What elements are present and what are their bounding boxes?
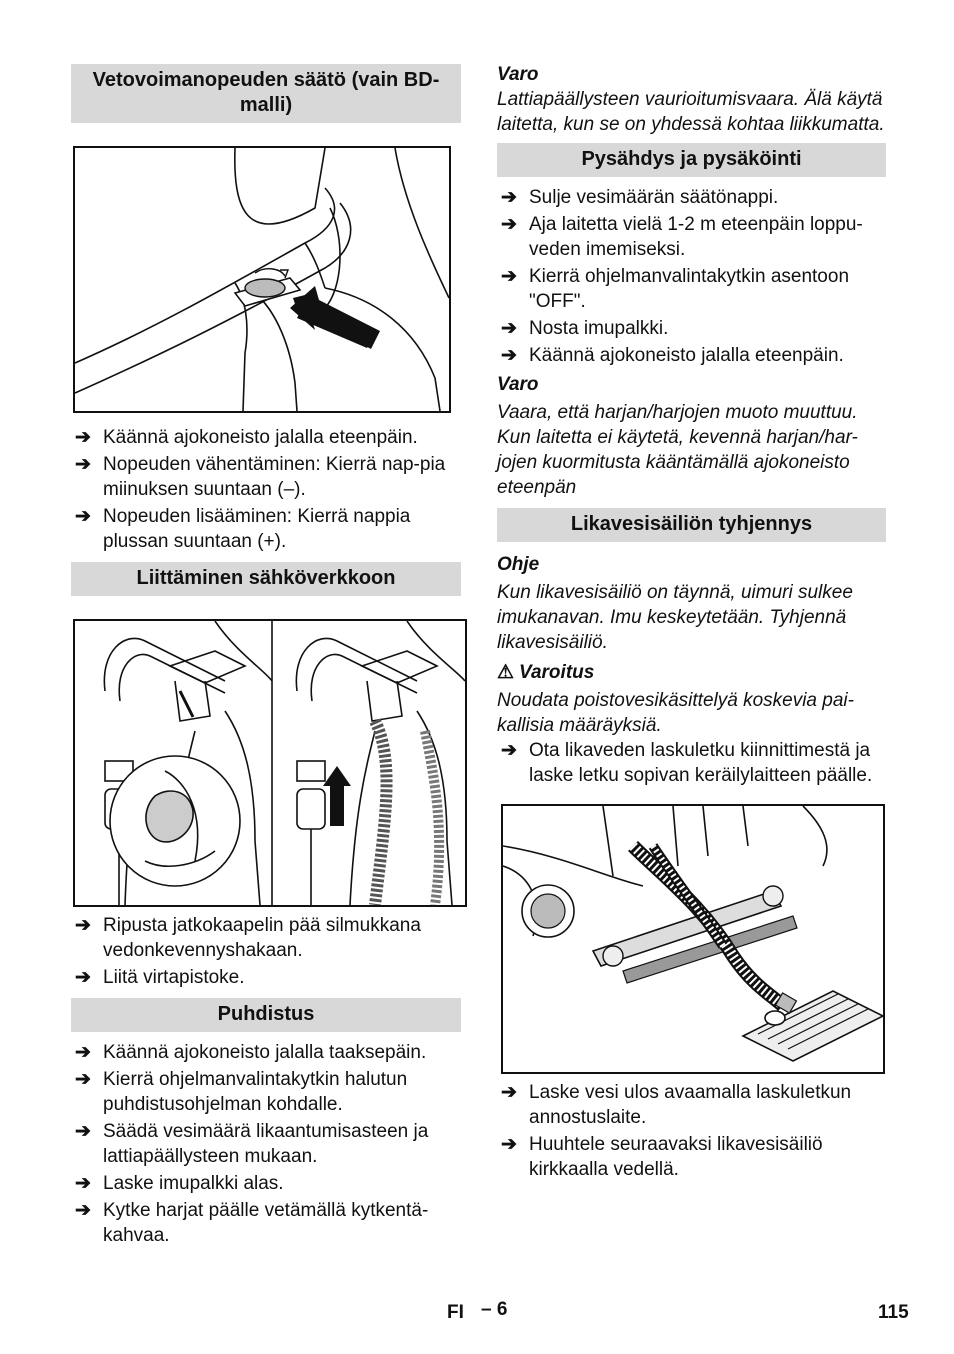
arrow-right-icon: ➔: [75, 427, 91, 448]
arrow-right-icon: ➔: [75, 454, 91, 475]
steps-stop-parking: [497, 185, 886, 368]
right-column: [497, 62, 886, 1184]
arrow-right-icon: ➔: [75, 967, 91, 988]
step-item: ➔ Aja laitetta vielä 1-2 m eteenpäin loppu-veden imemiseksi.: [501, 214, 863, 260]
step-item: ➔ Ota likaveden laskuletku kiinnittimestä ja laske letku sopivan keräilylaitteen päälle.: [501, 740, 873, 786]
step-item: ➔ Laske imupalkki alas.: [75, 1173, 284, 1194]
warning-text: Noudata poistovesikäsittelyä koskevia pai-kallisia määräyksiä.: [497, 690, 854, 736]
footer-language: FI: [447, 1302, 464, 1323]
arrow-right-icon: ➔: [501, 266, 517, 287]
arrow-right-icon: ➔: [501, 187, 517, 208]
step-item: ➔ Ripusta jatkokaapelin pää silmukkana vedonkevennyshakaan.: [75, 915, 421, 961]
steps-cleaning: [71, 1040, 461, 1248]
step-item: ➔ Kytke harjat päälle vetämällä kytkentä-kahvaa.: [75, 1200, 429, 1246]
arrow-right-icon: ➔: [501, 740, 517, 761]
arrow-right-icon: ➔: [75, 1200, 91, 1221]
steps-traction-speed: [71, 425, 461, 554]
arrow-right-icon: ➔: [75, 1069, 91, 1090]
step-item: ➔ Huuhtele seuraavaksi likavesisäiliö kirkkaalla vedellä.: [501, 1134, 823, 1180]
arrow-right-icon: ➔: [501, 214, 517, 235]
step-item: ➔ Käännä ajokoneisto jalalla eteenpäin.: [75, 427, 418, 448]
note-title-caution-brush: Varo: [497, 374, 539, 395]
note-title-caution: Varo: [497, 64, 539, 85]
arrow-right-icon: ➔: [501, 345, 517, 366]
figure-drain-hose: [501, 804, 885, 1074]
step-item: ➔ Käännä ajokoneisto jalalla taaksepäin.: [75, 1042, 427, 1063]
section-heading-cleaning: Puhdistus: [71, 998, 461, 1032]
cable-hook-illustration: [75, 621, 465, 905]
figure-speed-knob: [73, 146, 451, 413]
section-heading-dirty-water-emptying: Likavesisäiliön tyhjennys: [497, 508, 886, 542]
hint-text: Kun likavesisäiliö on täynnä, uimuri sulkee imukanavan. Imu keskeytetään. Tyhjennä likavesisäiliö.: [497, 582, 853, 653]
hint-title: Ohje: [497, 554, 540, 575]
arrow-right-icon: ➔: [75, 915, 91, 936]
step-item: ➔ Käännä ajokoneisto jalalla eteenpäin.: [501, 345, 844, 366]
warning-triangle-icon: ⚠: [497, 662, 515, 683]
step-item: ➔ Sulje vesimäärän säätönappi.: [501, 187, 779, 208]
note-text-floor-damage: Lattiapäällysteen vaurioitumisvaara. Älä käytä laitetta, kun se on yhdessä kohtaa liikkumatta.: [497, 89, 885, 135]
speed-knob-illustration: [75, 148, 449, 411]
section-heading-mains-connection: Liittäminen sähköverkkoon: [71, 562, 461, 596]
arrow-right-icon: ➔: [501, 318, 517, 339]
step-item: ➔ Liitä virtapistoke.: [75, 967, 245, 988]
step-item: ➔ Kierrä ohjelmanvalintakytkin halutun puhdistusohjelman kohdalle.: [75, 1069, 408, 1115]
arrow-right-icon: ➔: [75, 1121, 91, 1142]
figure-cable-hook: [73, 619, 467, 907]
section-heading-traction-speed: Vetovoimanopeuden säätö (vain BD-malli): [71, 64, 461, 123]
step-item: ➔ Säädä vesimäärä likaantumisasteen ja lattiapäällysteen mukaan.: [75, 1121, 429, 1167]
section-heading-stop-parking: Pysähdys ja pysäköinti: [497, 143, 886, 177]
left-column: [71, 64, 461, 1250]
steps-mains-connection: [71, 913, 461, 990]
steps-dirty-water-after: [497, 1080, 886, 1182]
step-item: ➔ Kierrä ohjelmanvalintakytkin asentoon "OFF".: [501, 266, 850, 312]
drain-hose-illustration: [503, 806, 883, 1072]
arrow-right-icon: ➔: [75, 506, 91, 527]
arrow-right-icon: ➔: [501, 1134, 517, 1155]
arrow-right-icon: ➔: [75, 1042, 91, 1063]
step-item: ➔ Nopeuden vähentäminen: Kierrä nap-pia miinuksen suuntaan (–).: [75, 454, 446, 500]
note-text-brush-deformation: Vaara, että harjan/harjojen muoto muuttuu. Kun laitetta ei käytetä, kevennä harjan/har-jojen kuormitusta kääntämällä ajokoneisto eteenpän: [497, 402, 858, 498]
step-item: ➔ Nopeuden lisääminen: Kierrä nappia plussan suuntaan (+).: [75, 506, 411, 552]
warning-title-row: ⚠ Varoitus: [497, 662, 595, 683]
footer-page-number: 115: [878, 1302, 909, 1323]
steps-dirty-water-before: [497, 738, 886, 788]
arrow-right-icon: ➔: [501, 1082, 517, 1103]
step-item: ➔ Laske vesi ulos avaamalla laskuletkun annostuslaite.: [501, 1082, 852, 1128]
arrow-right-icon: ➔: [75, 1173, 91, 1194]
step-item: ➔ Nosta imupalkki.: [501, 318, 669, 339]
footer-section-page: – 6: [481, 1299, 508, 1320]
